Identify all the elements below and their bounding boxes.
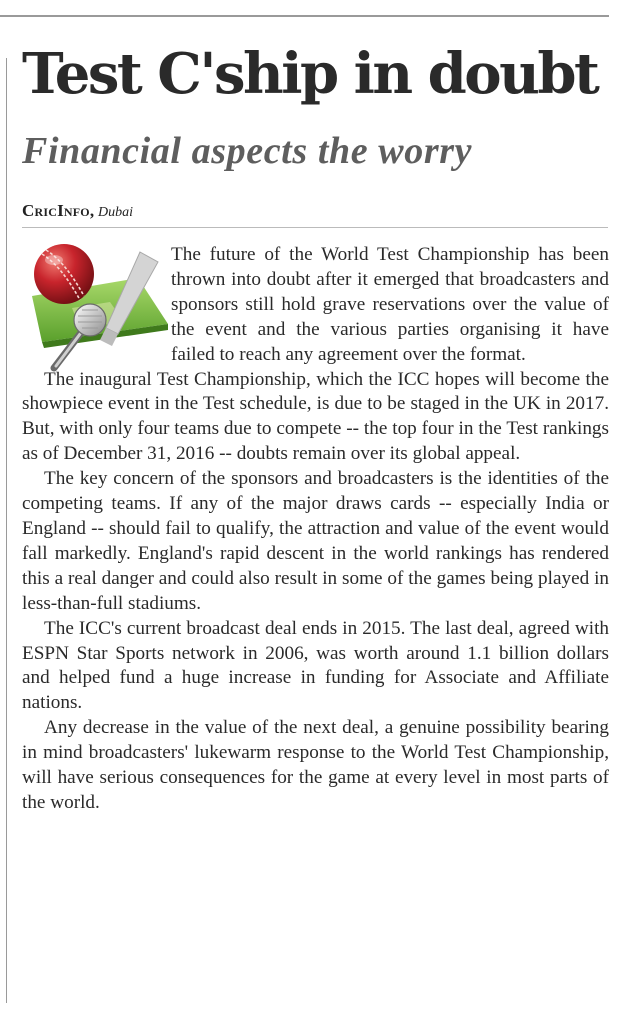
paragraph-4: The ICC's current broadcast deal ends in 2015. The last deal, agreed with ESPN Star Sports network in 2006, was worth around 1.1 billion dollars and helped fund a huge increase in funding for Associate and Affiliate nations. <box>22 617 609 714</box>
top-rule <box>0 15 609 17</box>
headline: Test C'ship in doubt <box>22 41 598 107</box>
column-rule <box>6 58 7 1003</box>
image-wrap-space <box>22 243 171 367</box>
subheadline: Financial aspects the worry <box>22 130 473 172</box>
paragraph-1: The future of the World Test Championship has been thrown into doubt after it emerged that broadcasters and sponsors still hold grave reservations over the value of the event and the various parties organising it have failed to reach any agreement over the format. <box>171 244 609 365</box>
article-body <box>22 243 609 816</box>
byline-source: CricInfo, <box>22 201 95 220</box>
byline-dateline: Dubai <box>98 205 134 220</box>
paragraph-2: The inaugural Test Championship, which the ICC hopes will become the showpiece event in the Test schedule, is due to be staged in the UK in 2017. But, with only four teams due to compete -- the top four in the Test rankings as of December 31, 2016 -- doubts remain over its global appeal. <box>22 368 609 465</box>
paragraph-3: The key concern of the sponsors and broadcasters is the identities of the competing teams. If any of the major draws cards -- especially India or England -- should fail to qualify, the attraction and value of the event would fall markedly. England's rapid descent in the world rankings has rendered this a real danger and could also result in some of the games being played in less-than-full stadiums. <box>22 468 609 614</box>
byline-rule <box>22 227 608 228</box>
byline <box>22 201 133 221</box>
paragraph-5: Any decrease in the value of the next deal, a genuine possibility bearing in mind broadcasters' lukewarm response to the World Test Championship, will have serious consequences for the game at every level in most parts of the world. <box>22 717 609 813</box>
